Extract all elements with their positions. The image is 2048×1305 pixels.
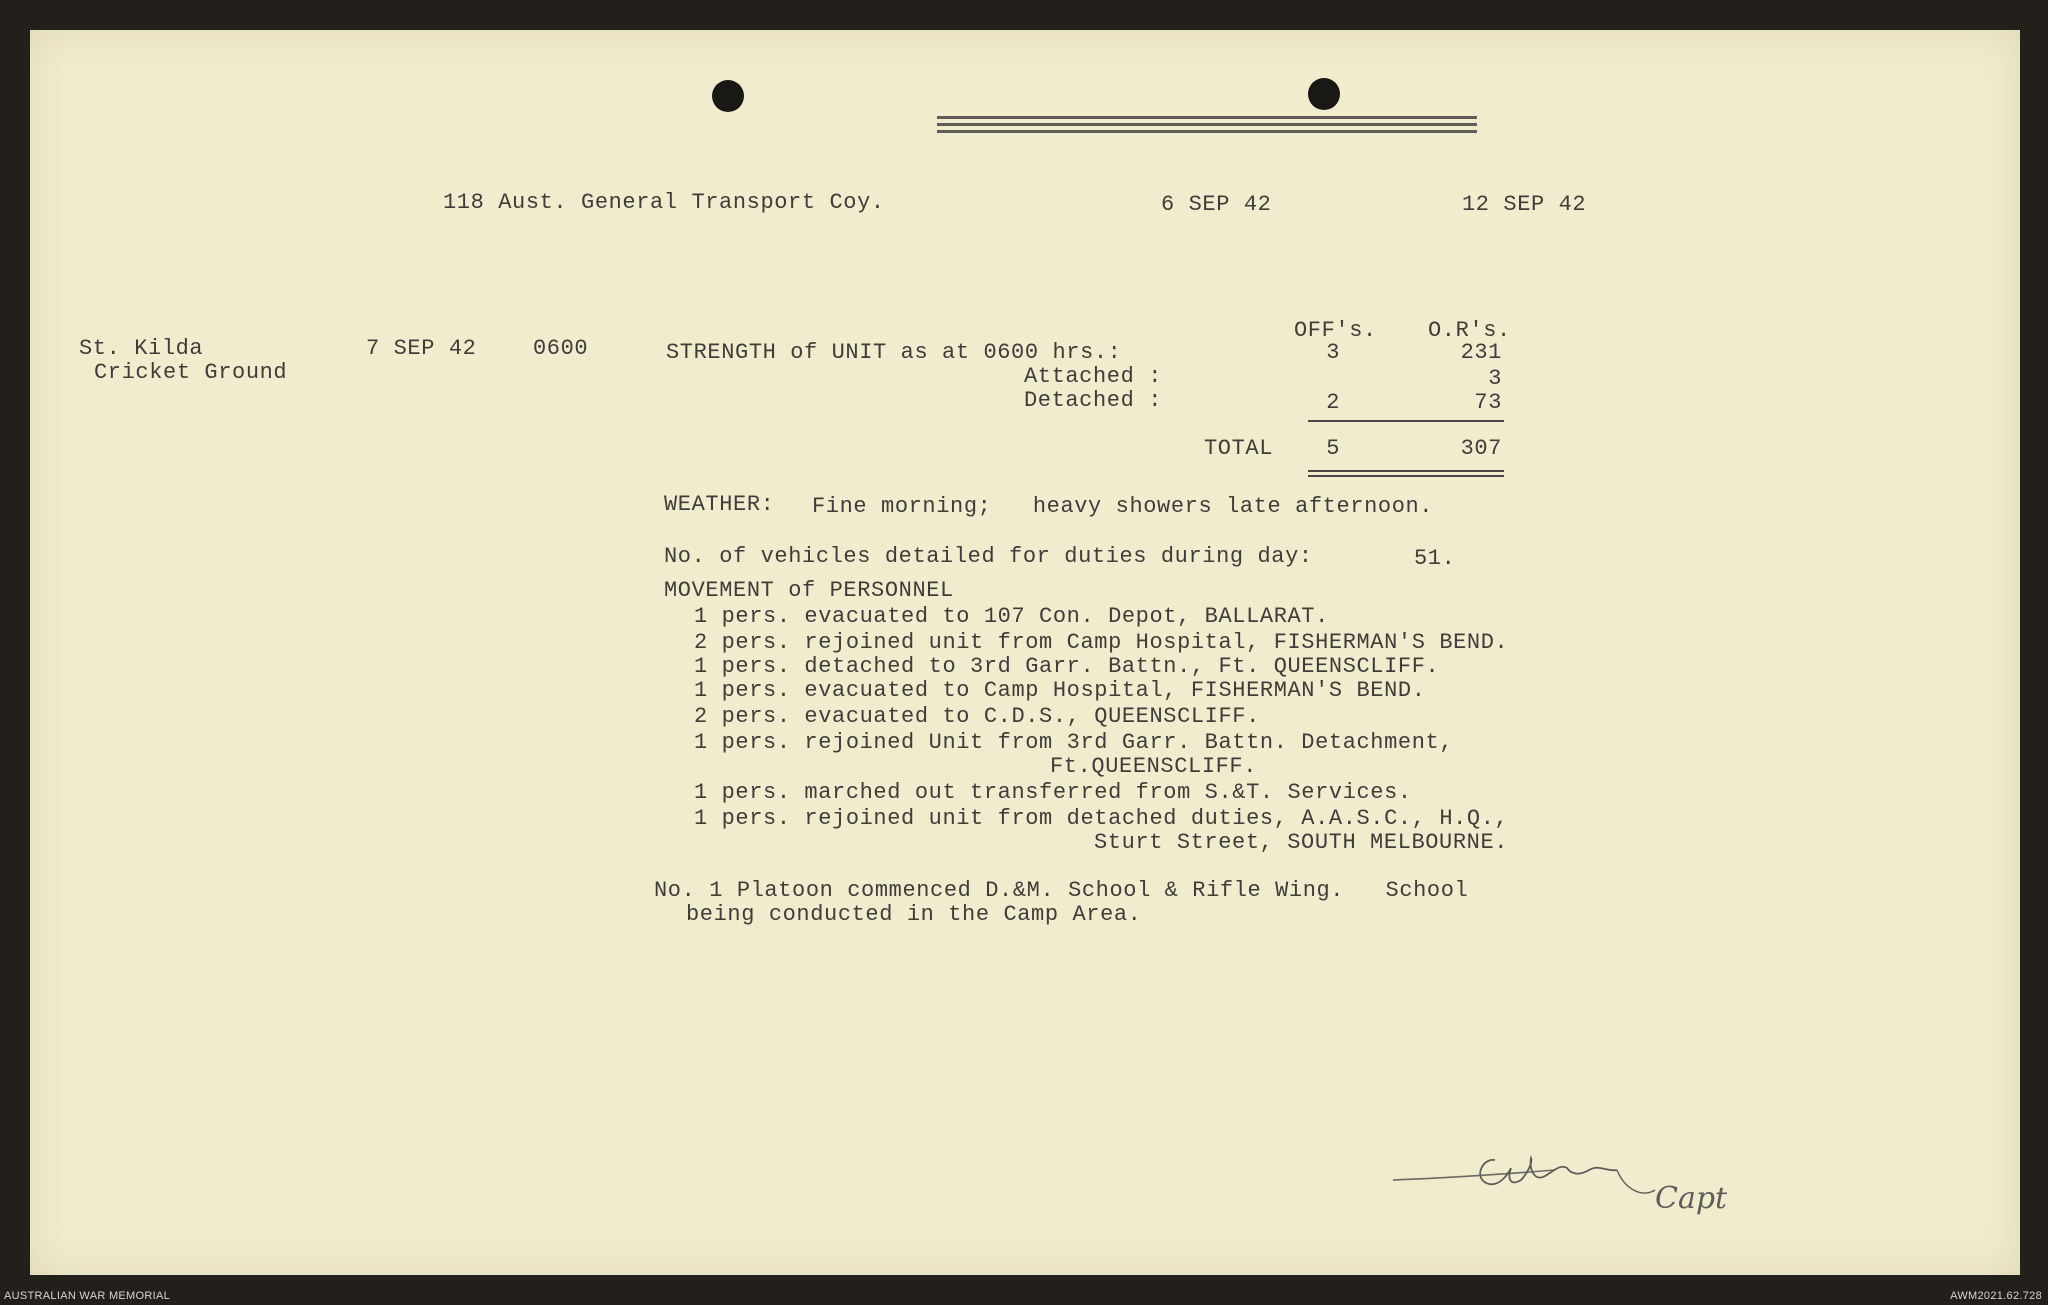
movement-line: Sturt Street, SOUTH MELBOURNE. (1094, 830, 1509, 855)
movement-line: 1 pers. rejoined Unit from 3rd Garr. Battn. Detachment, (694, 730, 1454, 755)
attached-ors: 3 (1488, 366, 1502, 391)
entry-time: 0600 (533, 336, 589, 361)
header-rule (937, 130, 1477, 133)
detached-label: Detached : (1023, 388, 1162, 413)
total-rule (1308, 470, 1504, 472)
platoon-line2: being conducted in the Camp Area. (686, 902, 1142, 927)
col-header-ors: O.R's. (1428, 318, 1511, 343)
total-offs: 5 (1326, 436, 1340, 461)
total-rule (1308, 475, 1504, 477)
strength-label: STRENGTH of UNIT as at 0600 hrs.: (666, 340, 1122, 365)
vehicles-text: No. of vehicles detailed for duties during day: (664, 544, 1313, 569)
signature-rank: Capt (1655, 1181, 1728, 1216)
place-line2: Cricket Ground (94, 360, 288, 385)
punch-hole-left (712, 80, 744, 112)
movement-line: 2 pers. evacuated to C.D.S., QUEENSCLIFF. (694, 704, 1260, 729)
footer-archive: AUSTRALIAN WAR MEMORIAL (4, 1290, 171, 1302)
header-rule (937, 116, 1477, 119)
strength-offs: 3 (1326, 340, 1340, 365)
movement-heading: MOVEMENT of PERSONNEL (664, 578, 954, 603)
header-rule (937, 123, 1477, 126)
weather-text: Fine morning; heavy showers late afternoon. (812, 494, 1434, 519)
detached-offs: 2 (1326, 390, 1340, 415)
movement-line: Ft.QUEENSCLIFF. (1050, 754, 1258, 779)
place-line1: St. Kilda (79, 336, 204, 361)
movement-line: 1 pers. marched out transferred from S.&T. Services. (694, 780, 1412, 805)
movement-line: 2 pers. rejoined unit from Camp Hospital, FISHERMAN'S BEND. (694, 630, 1509, 655)
total-ors: 307 (1460, 436, 1502, 461)
platoon-line1: No. 1 Platoon commenced D.&M. School & Rifle Wing. School (654, 878, 1469, 903)
weather-label: WEATHER: (664, 492, 775, 517)
signature (1385, 1150, 1785, 1240)
entry-date: 7 SEP 42 (366, 336, 477, 361)
col-header-offs: OFF's. (1294, 318, 1377, 343)
strength-ors: 231 (1460, 340, 1502, 365)
movement-line: 1 pers. evacuated to Camp Hospital, FISHERMAN'S BEND. (694, 678, 1426, 703)
unit-name: 118 Aust. General Transport Coy. (443, 190, 885, 215)
period-end: 12 SEP 42 (1462, 192, 1587, 217)
footer-ref: AWM2021.62.728 (1950, 1290, 2042, 1302)
vehicles-value: 51. (1414, 546, 1456, 571)
punch-hole-right (1308, 78, 1340, 110)
movement-line: 1 pers. evacuated to 107 Con. Depot, BALLARAT. (694, 604, 1329, 629)
subtotal-rule (1308, 420, 1504, 422)
movement-line: 1 pers. detached to 3rd Garr. Battn., Ft. QUEENSCLIFF. (694, 654, 1440, 679)
total-label: TOTAL (1204, 436, 1274, 461)
movement-line: 1 pers. rejoined unit from detached duties, A.A.S.C., H.Q., (694, 806, 1509, 831)
detached-ors: 73 (1474, 390, 1502, 415)
attached-label: Attached : (1023, 364, 1162, 389)
period-start: 6 SEP 42 (1161, 192, 1272, 217)
